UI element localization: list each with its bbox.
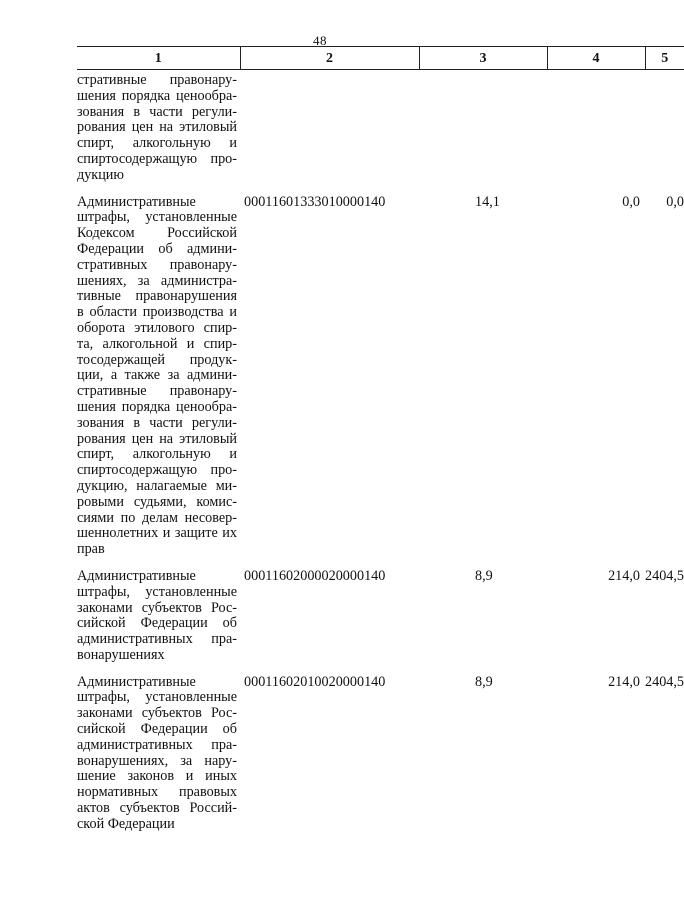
table-header	[77, 47, 684, 70]
row-name-line: шения порядка ценообра-	[77, 398, 237, 415]
row-name-line: стративные правонару-	[77, 383, 237, 400]
row-name-line: зования в части регули-	[77, 414, 237, 431]
row-name-line: спиртосодержащую про-	[77, 462, 237, 479]
row-name-line: законами субъектов Рос-	[77, 599, 237, 616]
row-col4-value: 0,0	[622, 193, 640, 210]
row-col5-value: 0,0	[666, 193, 684, 210]
row-name-line: законами субъектов Рос-	[77, 705, 237, 722]
row-name-line: штрафы, установленные	[77, 209, 237, 226]
row-name-line: административных пра-	[77, 631, 237, 648]
row-code-cell	[240, 70, 419, 192]
table-row	[77, 566, 684, 672]
row-name-line: актов субъектов Россий-	[77, 800, 237, 817]
row-name-line: Кодексом Российской	[77, 225, 237, 242]
row-col3-value: 8,9	[475, 567, 493, 584]
row-name-line: оборота этилового спир-	[77, 319, 237, 336]
row-name-line: шения порядка ценообра-	[77, 87, 237, 104]
row-col5-value: 2404,5	[645, 567, 684, 584]
row-name-line: вонарушениях, за нару-	[77, 752, 237, 769]
row-name-line: та, алкогольной и спир-	[77, 335, 237, 352]
row-name-line: шениях, за администра-	[77, 272, 237, 289]
row-code-cell: 00011601333010000140	[244, 193, 386, 210]
row-name-line: стративных правонару-	[77, 256, 237, 273]
column-header-3: 3	[419, 47, 547, 70]
row-name-line: стративные правонару-	[77, 72, 237, 88]
column-header-4: 4	[547, 47, 645, 70]
row-name-line: Административные	[77, 193, 196, 210]
row-col3-value	[419, 70, 547, 192]
row-col5-value: 2404,5	[645, 673, 684, 690]
table-header-row	[77, 47, 684, 70]
row-name-cell	[77, 566, 240, 672]
table-body	[77, 70, 684, 841]
column-header-1: 1	[77, 47, 240, 70]
row-name-line: дукцию	[77, 166, 124, 183]
row-name-line: рования цен на этиловый	[77, 119, 237, 136]
row-col4-value: 214,0	[608, 673, 640, 690]
column-header-2: 2	[240, 47, 419, 70]
row-name-line: сийской Федерации об	[77, 721, 237, 738]
row-name-line: вонарушениях	[77, 646, 165, 663]
row-name-cell	[77, 672, 240, 841]
row-name-line: спирт, алкогольную и	[77, 446, 237, 463]
row-name-line: прав	[77, 541, 105, 558]
row-name-line: шение законов и иных	[77, 768, 237, 785]
page-number: 48	[313, 33, 327, 48]
row-name-line: штрафы, установленные	[77, 583, 237, 600]
row-name-cell	[77, 192, 240, 566]
row-name-line: рования цен на этиловый	[77, 430, 237, 447]
row-code-cell: 00011602000020000140	[244, 567, 386, 584]
row-name-line: тивные правонарушения	[77, 288, 237, 305]
row-col4-value: 214,0	[608, 567, 640, 584]
row-col3-value: 14,1	[475, 193, 500, 210]
row-name-line: Федерации об админи-	[77, 240, 237, 257]
column-header-5: 5	[645, 47, 684, 70]
row-name-line: ции, а также за админи-	[77, 367, 237, 384]
row-name-line: нормативных правовых	[77, 784, 237, 801]
row-code-cell: 00011602010020000140	[244, 673, 386, 690]
budget-table	[77, 46, 684, 841]
table-row	[77, 672, 684, 841]
row-name-line: в области производства и	[77, 304, 237, 321]
row-name-line: спиртосодержащую про-	[77, 150, 237, 167]
row-name-line: дукцию, налагаемые ми-	[77, 477, 237, 494]
row-name-line: сиями по делам несовер-	[77, 509, 237, 526]
row-name-line: тосодержащей продук-	[77, 351, 237, 368]
table-row	[77, 192, 684, 566]
table-row	[77, 70, 684, 192]
row-name-line: ровыми судьями, комис-	[77, 493, 237, 510]
row-name-line: шеннолетних и защите их	[77, 525, 237, 542]
row-name-line: спирт, алкогольную и	[77, 135, 237, 152]
row-col3-value: 8,9	[475, 673, 493, 690]
row-name-line: ской Федерации	[77, 815, 175, 832]
row-name-line: сийской Федерации об	[77, 615, 237, 632]
row-col5-value	[645, 70, 684, 192]
row-name-line: Административные	[77, 673, 196, 690]
row-name-line: Административные	[77, 567, 196, 584]
row-name-line: штрафы, установленные	[77, 689, 237, 706]
row-name-line: административных пра-	[77, 736, 237, 753]
row-name-cell	[77, 70, 240, 192]
row-name-line: зования в части регули-	[77, 103, 237, 120]
row-col4-value	[547, 70, 645, 192]
